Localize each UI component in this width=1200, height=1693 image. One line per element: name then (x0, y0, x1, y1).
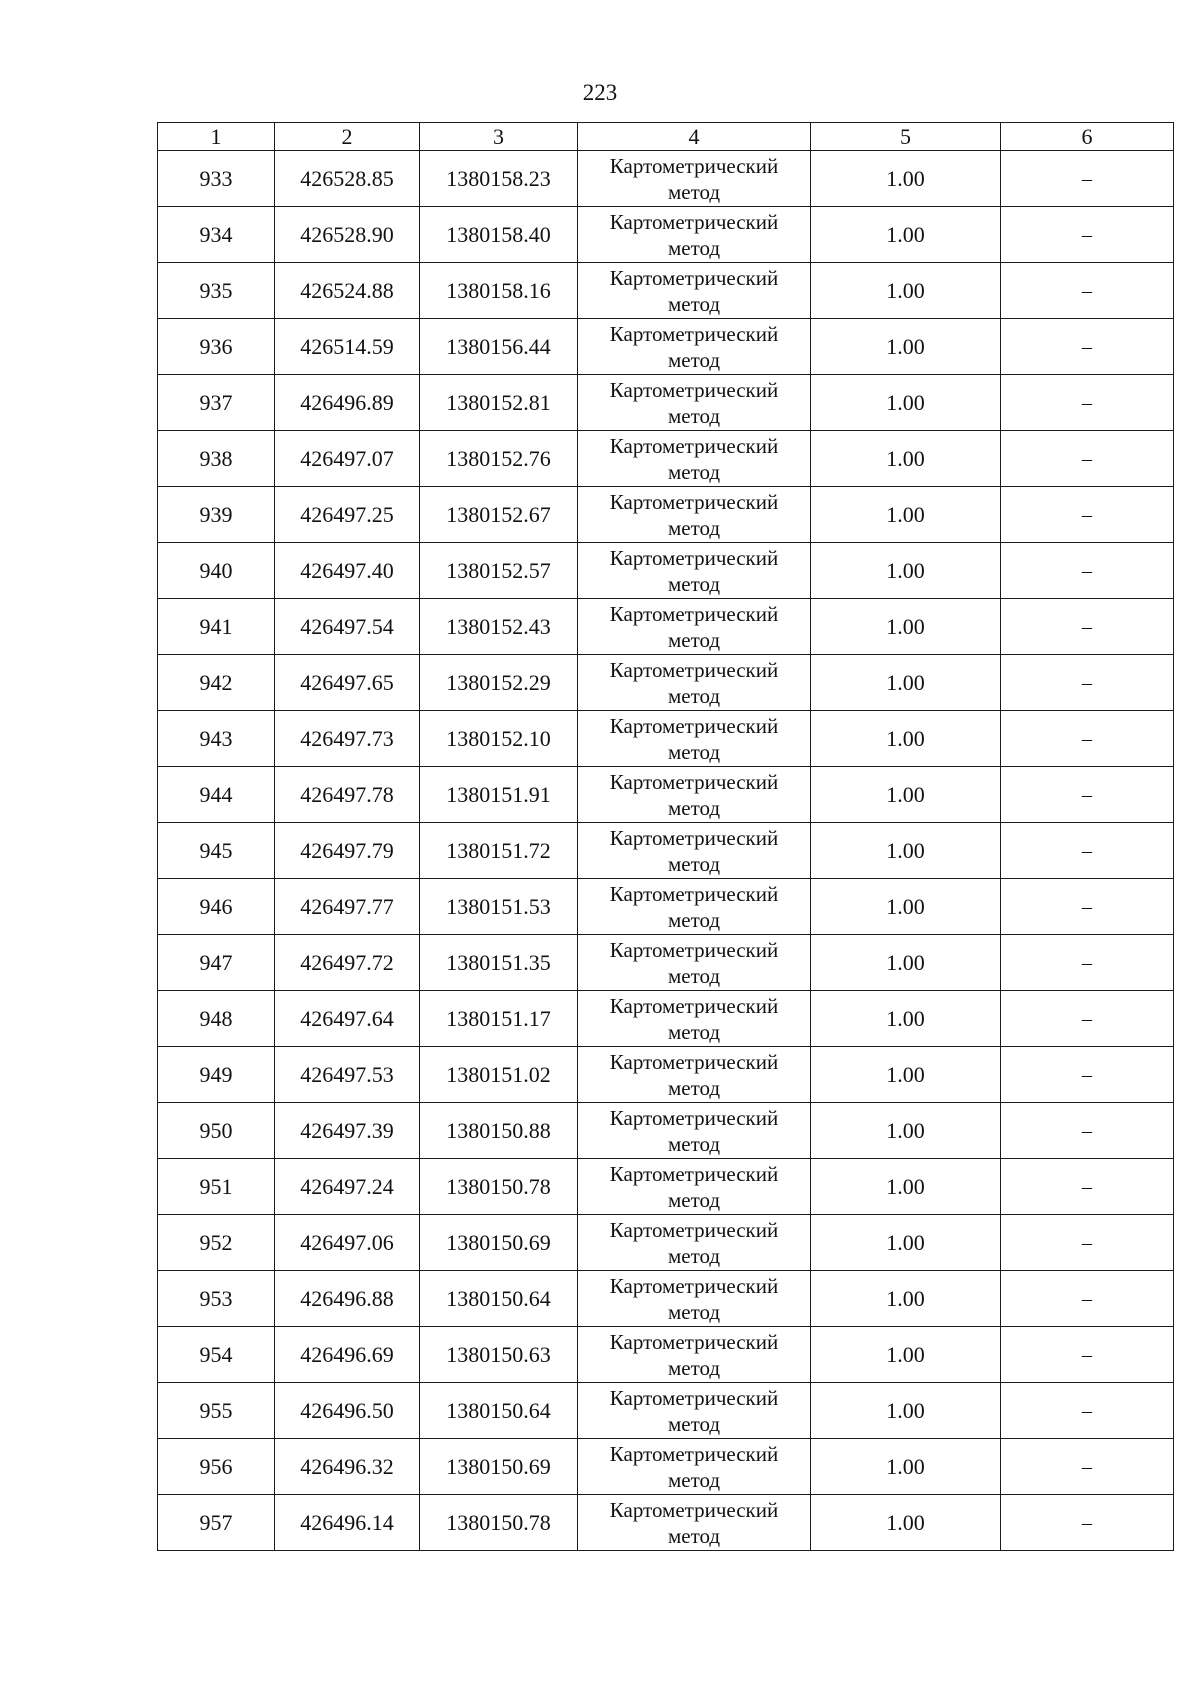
y-coordinate-cell: 1380152.43 (420, 599, 578, 655)
table-row (158, 207, 1174, 263)
y-coordinate-cell: 1380150.78 (420, 1495, 578, 1551)
accuracy-cell: 1.00 (811, 991, 1001, 1047)
note-cell: – (1001, 1215, 1174, 1271)
accuracy-cell: 1.00 (811, 1047, 1001, 1103)
x-coordinate-cell: 426496.32 (275, 1439, 420, 1495)
table-row (158, 1103, 1174, 1159)
method-line-1: Картометрический (609, 1105, 779, 1130)
x-coordinate-cell: 426496.50 (275, 1383, 420, 1439)
accuracy-cell: 1.00 (811, 823, 1001, 879)
accuracy-cell: 1.00 (811, 1271, 1001, 1327)
method-line-2: метод (667, 683, 721, 708)
accuracy-cell: 1.00 (811, 1495, 1001, 1551)
table-header (158, 123, 1174, 151)
accuracy-cell: 1.00 (811, 1327, 1001, 1383)
point-number-cell: 935 (158, 263, 275, 319)
note-cell: – (1001, 655, 1174, 711)
method-line-2: метод (667, 963, 721, 988)
method-line-2: метод (667, 627, 721, 652)
page-number: 223 (582, 80, 618, 105)
point-number-cell: 944 (158, 767, 275, 823)
note-cell: – (1001, 151, 1174, 207)
method-line-2: метод (667, 795, 721, 820)
y-coordinate-cell: 1380152.81 (420, 375, 578, 431)
method-line-1: Картометрический (609, 1385, 779, 1410)
method-cell (578, 207, 811, 263)
method-cell (578, 1159, 811, 1215)
x-coordinate-cell: 426497.64 (275, 991, 420, 1047)
table-body (158, 151, 1174, 1551)
x-coordinate-cell: 426497.53 (275, 1047, 420, 1103)
y-coordinate-cell: 1380151.35 (420, 935, 578, 991)
method-line-2: метод (667, 1355, 721, 1380)
note-cell: – (1001, 487, 1174, 543)
accuracy-cell: 1.00 (811, 1103, 1001, 1159)
point-number-cell: 942 (158, 655, 275, 711)
column-header-3: 3 (420, 123, 578, 151)
method-line-1: Картометрический (609, 545, 779, 570)
point-number-cell: 941 (158, 599, 275, 655)
point-number-cell: 934 (158, 207, 275, 263)
point-number-cell: 953 (158, 1271, 275, 1327)
x-coordinate-cell: 426497.07 (275, 431, 420, 487)
note-cell: – (1001, 1495, 1174, 1551)
point-number-cell: 948 (158, 991, 275, 1047)
method-cell (578, 655, 811, 711)
method-line-1: Картометрический (609, 489, 779, 514)
method-cell (578, 599, 811, 655)
method-cell (578, 1215, 811, 1271)
accuracy-cell: 1.00 (811, 599, 1001, 655)
note-cell: – (1001, 935, 1174, 991)
method-line-2: метод (667, 1467, 721, 1492)
x-coordinate-cell: 426497.73 (275, 711, 420, 767)
x-coordinate-cell: 426496.14 (275, 1495, 420, 1551)
table-row (158, 375, 1174, 431)
column-header-1: 1 (158, 123, 275, 151)
method-cell (578, 823, 811, 879)
note-cell: – (1001, 1439, 1174, 1495)
x-coordinate-cell: 426497.40 (275, 543, 420, 599)
note-cell: – (1001, 263, 1174, 319)
method-cell (578, 991, 811, 1047)
note-cell: – (1001, 1383, 1174, 1439)
point-number-cell: 939 (158, 487, 275, 543)
accuracy-cell: 1.00 (811, 935, 1001, 991)
x-coordinate-cell: 426497.72 (275, 935, 420, 991)
x-coordinate-cell: 426497.06 (275, 1215, 420, 1271)
method-line-1: Картометрический (609, 433, 779, 458)
note-cell: – (1001, 991, 1174, 1047)
method-line-2: метод (667, 1299, 721, 1324)
x-coordinate-cell: 426524.88 (275, 263, 420, 319)
method-cell (578, 1047, 811, 1103)
method-line-2: метод (667, 347, 721, 372)
point-number-cell: 937 (158, 375, 275, 431)
table-row (158, 431, 1174, 487)
table-row (158, 151, 1174, 207)
method-line-2: метод (667, 739, 721, 764)
note-cell: – (1001, 879, 1174, 935)
note-cell: – (1001, 375, 1174, 431)
method-cell (578, 935, 811, 991)
method-line-1: Картометрический (609, 209, 779, 234)
table-row (158, 1047, 1174, 1103)
x-coordinate-cell: 426497.25 (275, 487, 420, 543)
x-coordinate-cell: 426497.65 (275, 655, 420, 711)
method-line-1: Картометрический (609, 1441, 779, 1466)
method-line-2: метод (667, 179, 721, 204)
method-cell (578, 1495, 811, 1551)
method-line-1: Картометрический (609, 1497, 779, 1522)
accuracy-cell: 1.00 (811, 487, 1001, 543)
x-coordinate-cell: 426496.89 (275, 375, 420, 431)
method-line-1: Картометрический (609, 1217, 779, 1242)
point-number-cell: 943 (158, 711, 275, 767)
y-coordinate-cell: 1380158.16 (420, 263, 578, 319)
method-cell (578, 767, 811, 823)
column-header-6: 6 (1001, 123, 1174, 151)
method-line-2: метод (667, 907, 721, 932)
table-row (158, 487, 1174, 543)
point-number-cell: 940 (158, 543, 275, 599)
method-cell (578, 1383, 811, 1439)
y-coordinate-cell: 1380151.53 (420, 879, 578, 935)
method-line-1: Картометрический (609, 601, 779, 626)
point-number-cell: 954 (158, 1327, 275, 1383)
point-number-cell: 949 (158, 1047, 275, 1103)
x-coordinate-cell: 426497.79 (275, 823, 420, 879)
accuracy-cell: 1.00 (811, 879, 1001, 935)
table-row (158, 1327, 1174, 1383)
x-coordinate-cell: 426496.88 (275, 1271, 420, 1327)
table-row (158, 263, 1174, 319)
point-number-cell: 938 (158, 431, 275, 487)
note-cell: – (1001, 711, 1174, 767)
y-coordinate-cell: 1380150.88 (420, 1103, 578, 1159)
point-number-cell: 951 (158, 1159, 275, 1215)
y-coordinate-cell: 1380158.23 (420, 151, 578, 207)
y-coordinate-cell: 1380152.10 (420, 711, 578, 767)
table-row (158, 823, 1174, 879)
method-cell (578, 1271, 811, 1327)
method-line-2: метод (667, 1019, 721, 1044)
table-row (158, 1383, 1174, 1439)
table-row (158, 543, 1174, 599)
accuracy-cell: 1.00 (811, 543, 1001, 599)
y-coordinate-cell: 1380151.02 (420, 1047, 578, 1103)
note-cell: – (1001, 1327, 1174, 1383)
y-coordinate-cell: 1380151.91 (420, 767, 578, 823)
method-line-2: метод (667, 291, 721, 316)
table-row (158, 319, 1174, 375)
accuracy-cell: 1.00 (811, 151, 1001, 207)
point-number-cell: 933 (158, 151, 275, 207)
method-line-1: Картометрический (609, 937, 779, 962)
table-row (158, 655, 1174, 711)
table-row (158, 935, 1174, 991)
point-number-cell: 936 (158, 319, 275, 375)
method-line-1: Картометрический (609, 153, 779, 178)
table-row (158, 879, 1174, 935)
point-number-cell: 950 (158, 1103, 275, 1159)
y-coordinate-cell: 1380150.78 (420, 1159, 578, 1215)
coordinates-table (157, 122, 1174, 1551)
point-number-cell: 955 (158, 1383, 275, 1439)
note-cell: – (1001, 823, 1174, 879)
x-coordinate-cell: 426514.59 (275, 319, 420, 375)
method-line-1: Картометрический (609, 881, 779, 906)
method-line-2: метод (667, 851, 721, 876)
table-row (158, 1439, 1174, 1495)
column-header-4: 4 (578, 123, 811, 151)
y-coordinate-cell: 1380158.40 (420, 207, 578, 263)
note-cell: – (1001, 1271, 1174, 1327)
method-cell (578, 487, 811, 543)
table-row (158, 711, 1174, 767)
method-line-1: Картометрический (609, 769, 779, 794)
accuracy-cell: 1.00 (811, 375, 1001, 431)
column-header-5: 5 (811, 123, 1001, 151)
note-cell: – (1001, 1159, 1174, 1215)
table-row (158, 1271, 1174, 1327)
method-line-1: Картометрический (609, 321, 779, 346)
x-coordinate-cell: 426497.54 (275, 599, 420, 655)
y-coordinate-cell: 1380156.44 (420, 319, 578, 375)
method-line-2: метод (667, 1131, 721, 1156)
method-cell (578, 375, 811, 431)
method-line-1: Картометрический (609, 993, 779, 1018)
method-line-1: Картометрический (609, 825, 779, 850)
point-number-cell: 952 (158, 1215, 275, 1271)
method-line-2: метод (667, 235, 721, 260)
y-coordinate-cell: 1380151.17 (420, 991, 578, 1047)
accuracy-cell: 1.00 (811, 319, 1001, 375)
method-line-2: метод (667, 1411, 721, 1436)
accuracy-cell: 1.00 (811, 1159, 1001, 1215)
y-coordinate-cell: 1380152.29 (420, 655, 578, 711)
method-cell (578, 1103, 811, 1159)
method-line-2: метод (667, 1523, 721, 1548)
note-cell: – (1001, 543, 1174, 599)
method-cell (578, 711, 811, 767)
accuracy-cell: 1.00 (811, 1383, 1001, 1439)
note-cell: – (1001, 1103, 1174, 1159)
point-number-cell: 956 (158, 1439, 275, 1495)
y-coordinate-cell: 1380150.69 (420, 1215, 578, 1271)
accuracy-cell: 1.00 (811, 1215, 1001, 1271)
method-cell (578, 543, 811, 599)
y-coordinate-cell: 1380151.72 (420, 823, 578, 879)
table-row (158, 599, 1174, 655)
method-line-2: метод (667, 571, 721, 596)
x-coordinate-cell: 426528.85 (275, 151, 420, 207)
x-coordinate-cell: 426496.69 (275, 1327, 420, 1383)
point-number-cell: 945 (158, 823, 275, 879)
accuracy-cell: 1.00 (811, 1439, 1001, 1495)
method-line-1: Картометрический (609, 1273, 779, 1298)
y-coordinate-cell: 1380150.64 (420, 1383, 578, 1439)
x-coordinate-cell: 426528.90 (275, 207, 420, 263)
method-line-2: метод (667, 1243, 721, 1268)
method-line-1: Картометрический (609, 1049, 779, 1074)
table-row (158, 767, 1174, 823)
method-cell (578, 1439, 811, 1495)
y-coordinate-cell: 1380150.64 (420, 1271, 578, 1327)
method-line-1: Картометрический (609, 713, 779, 738)
y-coordinate-cell: 1380152.57 (420, 543, 578, 599)
y-coordinate-cell: 1380152.67 (420, 487, 578, 543)
note-cell: – (1001, 767, 1174, 823)
x-coordinate-cell: 426497.77 (275, 879, 420, 935)
accuracy-cell: 1.00 (811, 207, 1001, 263)
table-row (158, 1215, 1174, 1271)
method-cell (578, 263, 811, 319)
accuracy-cell: 1.00 (811, 431, 1001, 487)
y-coordinate-cell: 1380152.76 (420, 431, 578, 487)
accuracy-cell: 1.00 (811, 263, 1001, 319)
note-cell: – (1001, 319, 1174, 375)
method-cell (578, 879, 811, 935)
accuracy-cell: 1.00 (811, 767, 1001, 823)
x-coordinate-cell: 426497.24 (275, 1159, 420, 1215)
note-cell: – (1001, 1047, 1174, 1103)
method-cell (578, 1327, 811, 1383)
method-line-2: метод (667, 403, 721, 428)
y-coordinate-cell: 1380150.69 (420, 1439, 578, 1495)
note-cell: – (1001, 207, 1174, 263)
method-line-1: Картометрический (609, 265, 779, 290)
table-row (158, 1159, 1174, 1215)
column-header-2: 2 (275, 123, 420, 151)
y-coordinate-cell: 1380150.63 (420, 1327, 578, 1383)
method-line-1: Картометрический (609, 377, 779, 402)
method-cell (578, 319, 811, 375)
method-line-2: метод (667, 1075, 721, 1100)
accuracy-cell: 1.00 (811, 655, 1001, 711)
note-cell: – (1001, 599, 1174, 655)
method-cell (578, 431, 811, 487)
method-line-2: метод (667, 1187, 721, 1212)
method-line-1: Картометрический (609, 1161, 779, 1186)
x-coordinate-cell: 426497.78 (275, 767, 420, 823)
point-number-cell: 957 (158, 1495, 275, 1551)
note-cell: – (1001, 431, 1174, 487)
table-row (158, 1495, 1174, 1551)
x-coordinate-cell: 426497.39 (275, 1103, 420, 1159)
method-line-2: метод (667, 515, 721, 540)
accuracy-cell: 1.00 (811, 711, 1001, 767)
method-line-1: Картометрический (609, 657, 779, 682)
method-line-1: Картометрический (609, 1329, 779, 1354)
header-row (158, 123, 1174, 151)
point-number-cell: 946 (158, 879, 275, 935)
method-line-2: метод (667, 459, 721, 484)
table-row (158, 991, 1174, 1047)
point-number-cell: 947 (158, 935, 275, 991)
method-cell (578, 151, 811, 207)
